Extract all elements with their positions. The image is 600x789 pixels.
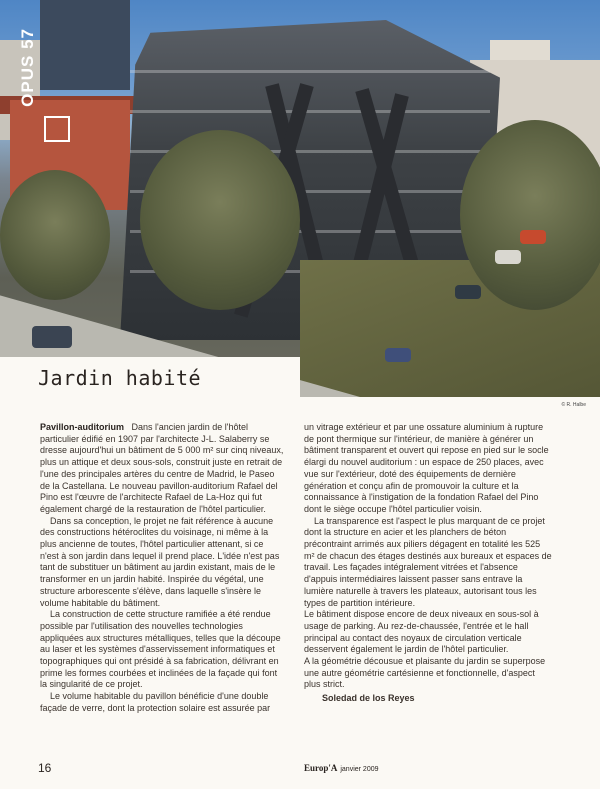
paragraph: A la géométrie décousue et plaisante du jardin se superpose une autre géométrie cartésienne et fonctionnelle, d'aspect plus strict. bbox=[304, 656, 546, 690]
car bbox=[385, 348, 411, 362]
floor-slab bbox=[130, 70, 490, 73]
tree bbox=[0, 170, 110, 300]
tree bbox=[460, 120, 600, 310]
paragraph bbox=[40, 422, 284, 516]
photo-credit: © R. Halbe bbox=[561, 402, 586, 408]
paragraph: La construction de cette structure ramifiée a été rendue possible par l'utilisation des nouvelles technologies appliquées aux structures métalliques, telles que la découpe au laser et les systèmes d'asservissement informatiques et topographiques qui ont présidé à sa fabrication, délivrant en prime les formes courbées et inclinées de la façade qui font la singularité de ce projet. bbox=[40, 609, 281, 690]
car bbox=[495, 250, 521, 264]
paragraph-text: Dans l'ancien jardin de l'hôtel particulier édifié en 1907 par l'architecte J-L. Salaberry se dresse aujourd'hui un bâtiment de 5 000 m² sur cinq niveaux, plus un attique et deux sous-sols, construit juste en retrait de l'une des principales artères du centre de Madrid, le Paseo de la Castellana. Le nouveau pavillon-auditorium Rafael del Pino est l'œuvre de l'architecte Rafael de La-Hoz qui fut également chargé de la restauration de l'hôtel particulier. bbox=[40, 422, 284, 514]
series-box-mark bbox=[44, 116, 70, 142]
page-number: 16 bbox=[38, 761, 52, 775]
paragraph: Le volume habitable du pavillon bénéficie d'une double façade de verre, dont la protection solaire est assurée par bbox=[40, 691, 271, 713]
car bbox=[520, 230, 546, 244]
article-title: Jardin habité bbox=[38, 366, 202, 390]
floor-slab bbox=[130, 110, 490, 113]
paragraph: Le bâtiment dispose encore de deux niveaux en sous-sol à usage de parking. Au rez-de-chaussée, l'entrée et le hall principal au contact des noyaux de circulation verticale desservent également le jardin de l'hôtel particulier. bbox=[304, 609, 539, 655]
paragraph: un vitrage extérieur et par une ossature aluminium à rupture de pont thermique sur l'intérieur, de manière à générer un bâtiment transparent et ouvert qui repose en pied sur le socle élargi du nouvel auditorium : un espace de 250 places, avec vue sur l'extérieur, doté des équipements de dernière génération et conçu afin de promouvoir la culture et la connaissance à l'instigation de la fondation Rafael del Pino dont le siège occupe l'hôtel particulier voisin. bbox=[304, 422, 549, 514]
issue-date: janvier 2009 bbox=[340, 766, 379, 773]
tree bbox=[140, 130, 300, 310]
background-tower bbox=[40, 0, 130, 90]
footer-magazine bbox=[304, 763, 379, 773]
paragraph: Dans sa conception, le projet ne fait référence à aucune des constructions hétéroclites du voisinage, ni même à la plus ancienne de toutes, l'hôtel particulier attenant, si ce n'est à son jardin dans lequel il prend place. L'idée n'est pas tant de substituer un bâtiment au jardin existant, mais de le transformer en un jardin habité. Inspirée du végétal, une structure arborescente s'élève, dans laquelle s'insère le volume habitable du bâtiment. bbox=[40, 515, 280, 608]
series-label: OPUS 57 bbox=[18, 28, 37, 107]
author-signature: Soledad de los Reyes bbox=[322, 693, 415, 704]
car bbox=[455, 285, 481, 299]
right-column bbox=[304, 422, 552, 705]
magazine-name: Europ'A bbox=[304, 763, 338, 773]
lead-heading: Pavillon-auditorium bbox=[40, 422, 125, 432]
left-column bbox=[40, 422, 284, 715]
paragraph: La transparence est l'aspect le plus marquant de ce projet dont la structure en acier et les planchers de béton précontraint arrimés aux piliers dégagent en totalité les 525 m² de chacun des étages destinés aux bureaux et espaces de travail. Les façades intégralement vitrées et l'absence d'appuis intermédiaires laissent passer sans entrave la lumière naturelle à travers les plateaux, autorisant tous les types de partition intérieure. bbox=[304, 515, 552, 608]
car bbox=[32, 326, 72, 348]
